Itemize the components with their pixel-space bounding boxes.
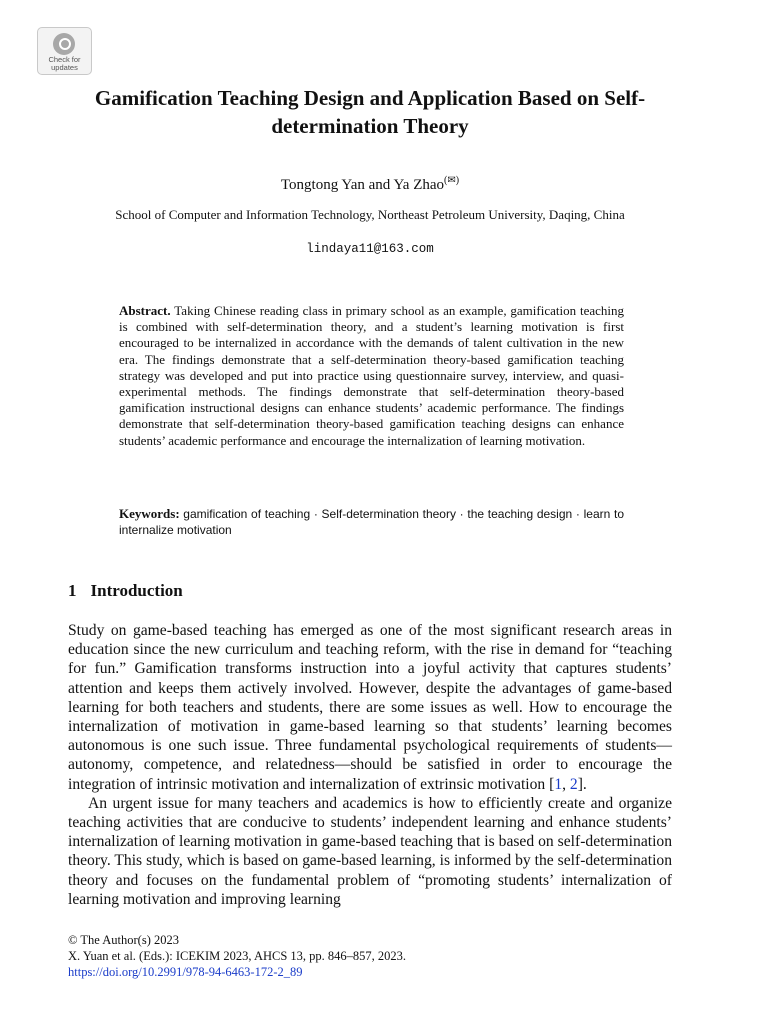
keywords-label: Keywords: <box>119 506 180 521</box>
abstract-text: Taking Chinese reading class in primary school as an example, gamification teaching is combined with self-determination theory, and a student’s learning motivation is first encouraged to be internalized in accordance with the demands of talent cultivation in the new era. The findings demonstrate that a self-determination theory-based gamification teaching strategy was developed and put into practice using questionnaire survey, interview, and quasi-experimental methods. The findings demonstrate that self-determination theory-based gamification instructional designs can enhance students’ academic performance. The findings demonstrate that self-determination theory-based gamification teaching designs can enhance students’ academic performance and encourage the internalization of learning motivation. <box>119 303 624 448</box>
keywords-text: gamification of teaching · Self-determination theory · the teaching design · learn to internalize motivation <box>119 507 624 538</box>
footer <box>68 932 406 980</box>
keywords <box>119 506 624 538</box>
abstract-label: Abstract. <box>119 303 171 318</box>
author-names: Tongtong Yan and Ya Zhao <box>280 177 445 193</box>
check-for-updates-badge[interactable] <box>37 27 92 75</box>
citation-link-2[interactable]: 2 <box>569 775 578 793</box>
paragraph-text-end: ]. <box>577 775 587 793</box>
citation-line: X. Yuan et al. (Eds.): ICEKIM 2023, AHCS 13, pp. 846–857, 2023. <box>68 949 407 963</box>
section-title: Introduction <box>90 581 183 600</box>
body-text <box>68 621 672 909</box>
update-icon <box>53 33 75 55</box>
section-number: 1 <box>68 581 77 600</box>
affiliation: School of Computer and Information Technology, Northeast Petroleum University, Daqing, China <box>115 207 625 222</box>
citation-link-1[interactable]: 1 <box>554 775 563 793</box>
copyright-line: © The Author(s) 2023 <box>68 933 179 947</box>
paper-title: Gamification Teaching Design and Application Based on Self-determination Theory <box>94 86 646 138</box>
paragraph-text: Study on game-based teaching has emerged as one of the most significant research areas in education since the new curriculum and teaching reform, with the rise in demand for “teaching for fun.” Gamification transforms instruction into a joyful activity that captures students’ attention and keeps them actively involved. However, despite the advantages of game-based learning for both teachers and students, there are some issues as well. How to encourage the internalization of motivation in game-based learning so that students’ learning becomes autonomous is one such issue. Three fundamental psychological requirements of students—autonomy, competence, and relatedness—should be satisfied in order to encourage the integration of intrinsic motivation and internalization of extrinsic motivation [ <box>68 622 672 793</box>
citation-separator: , <box>562 775 570 793</box>
author-email[interactable]: lindaya11@163.com <box>306 242 434 256</box>
section-heading <box>68 581 183 601</box>
doi-link[interactable]: https://doi.org/10.2991/978-94-6463-172-2_89 <box>68 965 303 979</box>
envelope-icon[interactable]: (✉) <box>444 175 460 186</box>
author-line <box>70 175 670 194</box>
paragraph <box>68 621 672 794</box>
paragraph: An urgent issue for many teachers and academics is how to efficiently create and organize teaching activities that are conducive to students’ independent learning and enhance students’ internalization of learning motivation in game-based teaching that is based on self-determination theory. This study, which is based on game-based learning, is informed by the self-determination theory and focuses on the fundamental problem of “promoting students’ internalization of learning motivation and improving learning <box>68 794 672 908</box>
badge-label: Check for updates <box>48 55 81 72</box>
abstract <box>119 303 624 449</box>
